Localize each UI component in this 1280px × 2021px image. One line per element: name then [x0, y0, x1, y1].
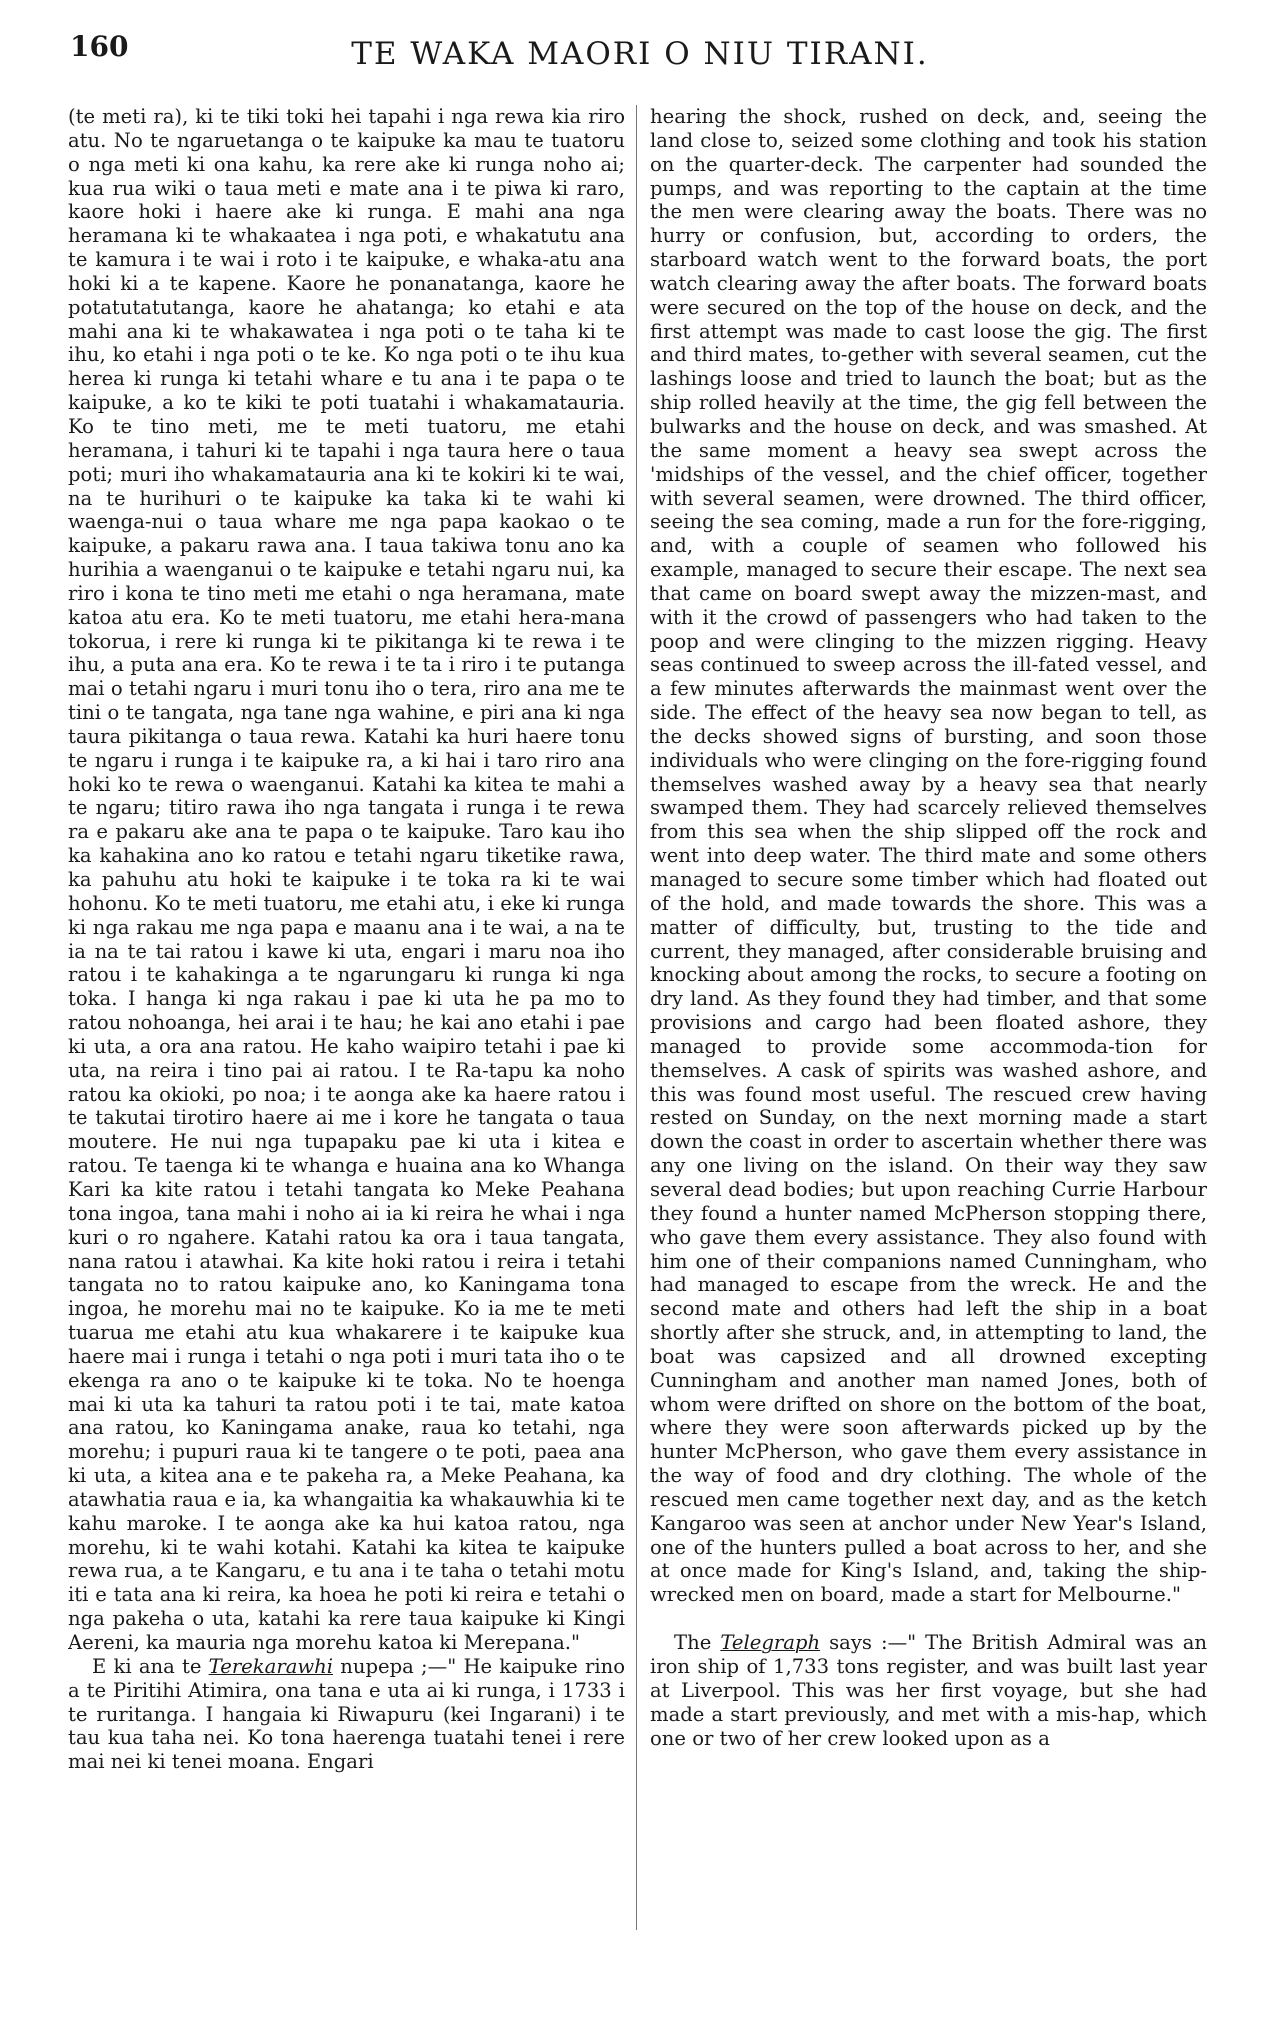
right-column-english [650, 105, 1207, 2005]
english-paragraph-2-rest: says :—" The British Admiral was an iron ship of 1,733 tons register, and was built last year at Liverpool. This was her first voyage, but she had made a start previously, and met with a mis-hap, which one or two of her crew looked upon as a [650, 1631, 1207, 1750]
left-column-maori [68, 105, 625, 2005]
page-number: 160 [70, 30, 129, 63]
page-header [70, 30, 1210, 90]
running-title: TE WAKA MAORI O NIU TIRANI. [351, 36, 929, 72]
column-divider [636, 105, 637, 1930]
english-paragraph-2 [650, 1631, 1207, 1750]
maori-paragraph-2-lead: E ki ana te [92, 1654, 202, 1678]
english-paragraph-2-lead: The [674, 1631, 712, 1655]
newspaper-name-english: Telegraph [720, 1631, 821, 1655]
maori-paragraph-2-rest: nupepa ;—" He kaipuke rino a te Piritihi Atimira, ona tana e uta ai ki runga, i 1733 i te ruritanga. I hangaia ki Riwapuru (kei Ingarani) i te tau kua taha nei. Ko tona haerenga tuatahi tenei i rere mai nei ki tenei moana. Engari [68, 1654, 625, 1774]
english-paragraph-1: hearing the shock, rushed on deck, and, seeing the land close to, seized some clothing and took his station on the quarter-deck. The carpenter had sounded the pumps, and was reporting to the captain at the time the men were clearing away the boats. There was no hurry or confusion, but, according to orders, the starboard watch went to the forward boats, the port watch clearing away the after boats. The forward boats were secured on the top of the house on deck, and the first attempt was made to cast loose the gig. The first and third mates, to-gether with several seamen, cut the lashings loose and tried to launch the boat; but as the ship rolled heavily at the time, the gig fell between the bulwarks and the house on deck, and was smashed. At the same moment a heavy sea swept across the 'midships of the vessel, and the chief officer, together with several seamen, were drowned. The third officer, seeing the sea coming, made a run for the fore-rigging, and, with a couple of seamen who followed his example, managed to secure their escape. The next sea that came on board swept away the mizzen-mast, and with it the crowd of passengers who had taken to the poop and were clinging to the mizzen rigging. Heavy seas continued to sweep across the ill-fated vessel, and a few minutes afterwards the mainmast went over the side. The effect of the heavy sea now began to tell, as the decks showed signs of bursting, and soon those individuals who were clinging on the fore-rigging found themselves washed away by a heavy sea that nearly swamped them. They had scarcely relieved themselves from this sea when the ship slipped off the rock and went into deep water. The third mate and some others managed to secure some timber which had floated out of the hold, and made towards the shore. This was a matter of difficulty, but, trusting to the tide and current, they managed, after considerable bruising and knocking about among the rocks, to secure a footing on dry land. As they found they had timber, and that some provisions and cargo had been floated ashore, they managed to provide some accommoda-tion for themselves. A cask of spirits was washed ashore, and this was found most useful. The rescued crew having rested on Sunday, on the next morning made a start down the coast in order to ascertain whether there was any one living on the island. On their way they saw several dead bodies; but upon reaching Currie Harbour they found a hunter named McPherson stopping there, who gave them every assistance. They also found with him one of their companions named Cunningham, who had managed to escape from the wreck. He and the second mate and others had left the ship in a boat shortly after she struck, and, in attempting to land, the boat was capsized and all drowned excepting Cunningham and another man named Jones, both of whom were drifted on shore on the bottom of the boat, where they were soon afterwards picked up by the hunter McPherson, who gave them every assistance in the way of food and dry clothing. The whole of the rescued men came together next day, and as the ketch Kangaroo was seen at anchor under New Year's Island, one of the hunters pulled a boat across to her, and she at once made for King's Island, and, taking the ship-wrecked men on board, made a start for Melbourne." [650, 105, 1207, 1607]
maori-paragraph-2 [68, 1655, 625, 1774]
newspaper-name-maori: Terekarawhi [208, 1654, 334, 1678]
maori-paragraph-1: (te meti ra), ki te tiki toki hei tapahi i nga rewa kia riro atu. No te ngaruetanga o te kaipuke ka mau te tuatoru o nga meti ki ona kahu, ka rere ake ki runga noho ai; kua rua wiki o taua meti e mate ana i te piwa ki raro, kaore hoki i haere ake ki runga. E mahi ana nga heramana ki te whakaatea i nga poti, e whakatutu ana te kamura i te wai i roto i te kaipuke, e whaka-atu ana hoki ki a te kapene. Kaore he ponanatanga, kaore he potatutatutanga, kaore he ahatanga; ko etahi e ata mahi ana ki te whakawatea i nga poti o te taha ki te ihu, ko etahi i nga poti o te ke. Ko nga poti o te ihu kua herea ki runga ki tetahi whare e tu ana i te papa o te kaipuke, a ko te kiki te poti tuatahi i whakamatauria. Ko te tino meti, me te meti tuatoru, me etahi heramana, i tahuri ki te tapahi i nga taura here o taua poti; muri iho whakamatauria ana ki te kokiri ki te wai, na te hurihuri o te kaipuke ka taka ki te wahi ki waenga-nui o taua whare me nga papa kaokao o te kaipuke, a pakaru rawa ana. I taua takiwa tonu ano ka hurihia a waenganui o te kaipuke e tetahi ngaru nui, ka riro i kona te tino meti me etahi o nga heramana, mate katoa atu era. Ko te meti tuatoru, me etahi hera-mana tokorua, i rere ki runga ki te pikitanga ki te rewa i te ihu, a puta ana era. Ko te rewa i te ta i riro i te putanga mai o tetahi ngaru i muri tonu iho o tera, riro ana me te tini o te tangata, nga tane nga wahine, e piri ana ki nga taura pikitanga o taua rewa. Katahi ka huri haere tonu te ngaru i runga i te kaipuke ra, a ki hai i taro riro ana hoki ko te rewa o waenganui. Katahi ka kitea te mahi a te ngaru; titiro rawa iho nga tangata i runga i te rewa ra e pakaru ake ana te papa o te kaipuke. Taro kau iho ka kahakina ano ko ratou e tetahi ngaru tiketike rawa, ka pahuhu atu hoki te kaipuke i te toka ra ki te wai hohonu. Ko te meti tuatoru, me etahi atu, i eke ki runga ki nga rakau me nga papa e maanu ana i te wai, a na te ia na te tai ratou i kawe ki uta, engari i maru noa iho ratou i te kahakinga a te ngarungaru ki runga ki nga toka. I hanga ki nga rakau i pae ki uta he pa mo to ratou nohoanga, hei arai i te hau; he kai ano etahi i pae ki uta, a ora ana ratou. He kaho waipiro tetahi i pae ki uta, na reira i tino pai ai ratou. I te Ra-tapu ka noho ratou ka okioki, po noa; i te aonga ake ka haere ratou i te takutai tirotiro haere ai me i kore he tangata o taua moutere. He nui nga tupapaku pae ki uta i kitea e ratou. Te taenga ki te whanga e huaina ana ko Whanga Kari ka kite ratou i tetahi tangata ko Meke Peahana tona ingoa, tana mahi i noho ai ia ki reira he whai i nga kuri o ro ngahere. Katahi ratou ka ora i taua tangata, nana ratou i atawhai. Ka kite hoki ratou i reira i tetahi tangata no to ratou kaipuke ano, ko Kaningama tona ingoa, he morehu mai no te kaipuke. Ko ia me te meti tuarua me etahi atu kua whakarere i te kaipuke kua haere mai i runga i tetahi o nga poti i muri tata iho o te ekenga ra ano o te kaipuke ki te toka. No te hoenga mai ki uta ka tahuri ta ratou poti i te tai, mate katoa ana ratou, ko Kaningama anake, raua ko tetahi, nga morehu; i pupuri raua ki te tangere o te poti, paea ana ki uta, a kitea ana e te pakeha ra, a Meke Peahana, ka atawhatia raua e ia, ka whangaitia ka whakauwhia ki te kahu maroke. I te aonga ake ka hui katoa ratou, nga morehu, ki te wahi kotahi. Katahi ka kitea te kaipuke rewa rua, a te Kangaru, e tu ana i te taha o tetahi motu iti e tata ana ki reira, ka hoea he poti ki reira e tetahi o nga pakeha o uta, katahi ka rere taua kaipuke ki Kingi Aereni, ka mauria nga morehu katoa ki Merepana." [68, 105, 625, 1654]
